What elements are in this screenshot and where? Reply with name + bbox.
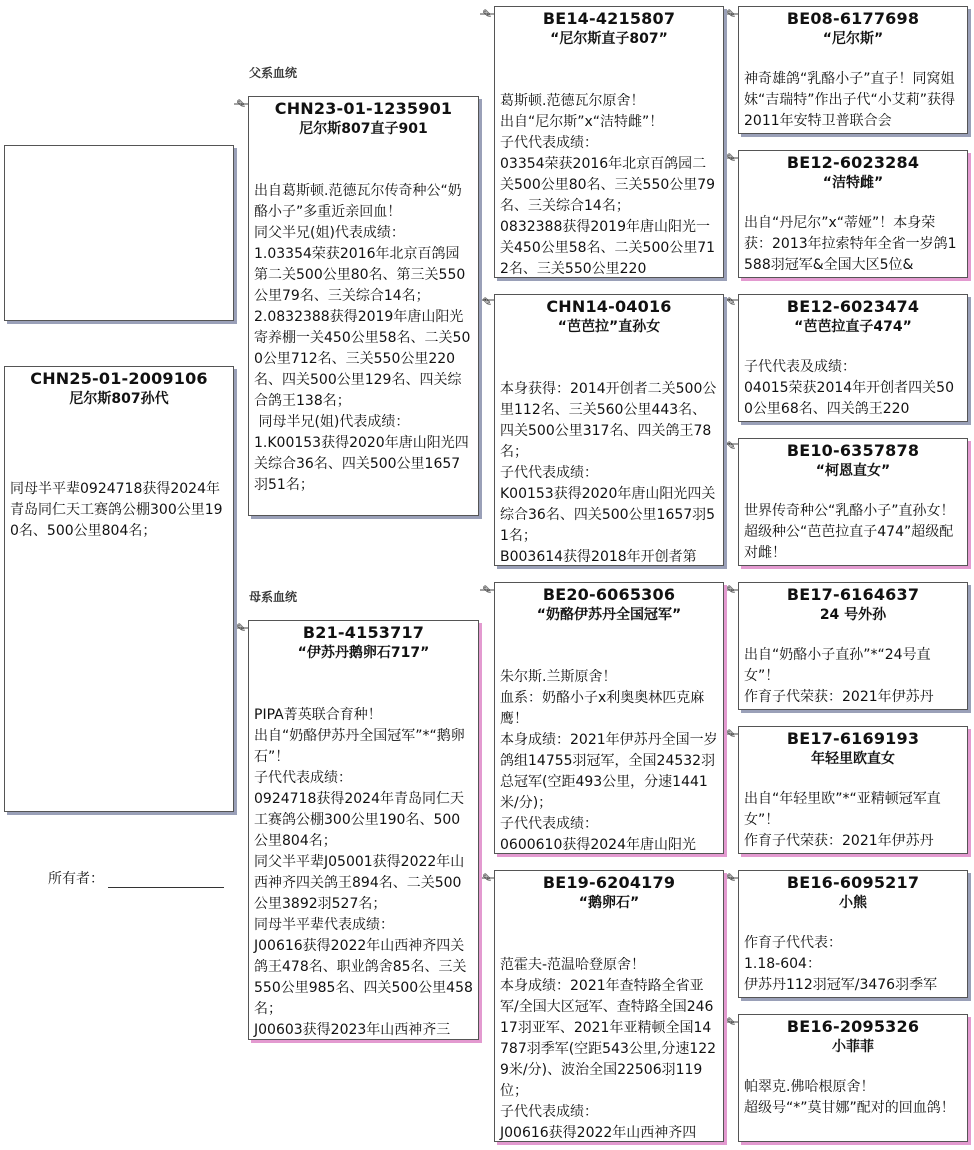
ddd-card[interactable] xyxy=(738,1014,968,1142)
sire-description: 出自葛斯顿.范德瓦尔传奇种公“奶酪小子”多重近亲回血！ 同父半兄(姐)代表成绩： 1.03354荣获2016年北京百鸽园第二关500公里80名、第三关550公里79名、三关综合14名； 2.0832388获得2019年唐山阳光寄养棚一关450公里58名、二关500公里712名、三关550公里220名、四关500公里129名、四关综合鸽王138名； 同母半兄(姐)代表成绩： 1.K00153获得2020年唐山阳光四关综合36名、四关500公里1657羽51名； xyxy=(254,183,471,493)
sss-name: “尼尔斯” xyxy=(822,31,884,47)
pin-icon[interactable]: ✎ xyxy=(725,151,737,165)
dam-sire-description: 朱尔斯.兰斯原舍！ 血系：奶酪小子x利奥奥林匹克麻鹰！ 本身成绩：2021年伊苏丹全国一岁鸽组14755羽冠军，全国24532羽总冠军(空距493公里，分速1441米/分)； 子代代表成绩： 0600610获得2024年唐山阳光 xyxy=(500,669,718,853)
dds-card[interactable] xyxy=(738,870,968,998)
dam-dam-card[interactable] xyxy=(494,870,724,1142)
dds-ring-number: BE16-6095217 xyxy=(786,873,920,892)
sss-ring-number: BE08-6177698 xyxy=(786,9,920,28)
sire-sire-ring-number: BE14-4215807 xyxy=(542,9,676,28)
dds-name: 小熊 xyxy=(839,895,867,911)
sdd-name: “柯恩直女” xyxy=(815,463,891,479)
subject-description: 同母半平辈0924718获得2024年青岛同仁天工赛鸽公棚300公里190名、500公里804名； xyxy=(10,481,223,539)
sds-ring-number: BE12-6023474 xyxy=(786,297,920,316)
pin-icon[interactable]: ✎ xyxy=(725,727,737,741)
dam-sire-name: “奶酪伊苏丹全国冠军” xyxy=(536,607,682,623)
dss-card[interactable] xyxy=(738,582,968,710)
photo-placeholder[interactable] xyxy=(4,145,234,321)
ssd-name: “洁特雌” xyxy=(822,175,884,191)
owner-field[interactable] xyxy=(48,868,224,888)
dds-description: 作育子代代表： 1.18-604： 伊苏丹112羽冠军/3476羽季军 xyxy=(744,935,938,993)
sds-card[interactable] xyxy=(738,294,968,422)
pin-icon[interactable]: ✎ xyxy=(235,621,247,635)
pin-icon[interactable]: ✎ xyxy=(235,97,247,111)
sire-sire-description: 葛斯顿.范德瓦尔原舍！ 出自“尼尔斯”x“洁特雌”！ 子代代表成绩： 03354荣获2016年北京百鸽园二关500公里80名、三关550公里79名、三关综合14名； 0832388获得2019年唐山阳光一关450公里58名、二关500公里712名、三关550公里220 xyxy=(500,93,716,277)
ddd-ring-number: BE16-2095326 xyxy=(786,1017,920,1036)
dam-card[interactable] xyxy=(248,620,479,1040)
ssd-ring-number: BE12-6023284 xyxy=(786,153,920,172)
subject-ring-number: CHN25-01-2009106 xyxy=(30,369,208,388)
pin-icon[interactable]: ✎ xyxy=(725,871,737,885)
dam-dam-description: 范霍夫-范温哈登原舍！ 本身成绩：2021年查特路全省亚军/全国大区冠军、查特路全国24617羽亚军、2021年亚精顿全国14787羽季军(空距543公里,分速1229米/分)、波治全国22506羽119位； 子代代表成绩： J00616获得2022年山西神齐四 xyxy=(500,957,717,1141)
dsd-ring-number: BE17-6169193 xyxy=(786,729,920,748)
sire-sire-card[interactable] xyxy=(494,6,724,278)
dam-ring-number: B21-4153717 xyxy=(302,623,425,642)
dam-dam-ring-number: BE19-6204179 xyxy=(542,873,676,892)
sire-sire-name: “尼尔斯直子807” xyxy=(550,31,668,47)
sire-ring-number: CHN23-01-1235901 xyxy=(274,99,453,118)
sire-dam-card[interactable] xyxy=(494,294,724,566)
sire-name: 尼尔斯807直子901 xyxy=(299,121,428,137)
dsd-description: 出自“年轻里欧”*“亚精顿冠军直女”！ 作育子代荣获：2021年伊苏丹 xyxy=(744,791,941,849)
dsd-name: 年轻里欧直女 xyxy=(811,751,895,767)
sire-section-label: 父系血统 xyxy=(249,66,298,80)
pin-icon[interactable]: ✎ xyxy=(481,871,493,885)
pin-icon[interactable]: ✎ xyxy=(481,583,493,597)
owner-input-line[interactable] xyxy=(108,873,224,888)
sds-description: 子代代表及成绩： 04015荣获2014年开创者四关500公里68名、四关鸽王220 xyxy=(744,359,954,417)
sire-dam-ring-number: CHN14-04016 xyxy=(546,297,672,316)
pin-icon[interactable]: ✎ xyxy=(725,295,737,309)
dam-sire-card[interactable] xyxy=(494,582,724,854)
sire-card[interactable] xyxy=(248,96,479,516)
dss-description: 出自“奶酪小子直孙”*“24号直女”！ 作育子代荣获：2021年伊苏丹 xyxy=(744,647,934,705)
pin-icon[interactable]: ✎ xyxy=(725,1015,737,1029)
pin-icon[interactable]: ✎ xyxy=(481,7,493,21)
pin-icon[interactable]: ✎ xyxy=(481,295,493,309)
sire-dam-description: 本身获得：2014开创者二关500公里112名、三关560公里443名、四关500公里317名、四关鸽王78名； 子代代表成绩： K00153获得2020年唐山阳光四关综合36名、四关500公里1657羽51名； B003614获得2018年开创者第 xyxy=(500,381,717,565)
subject-pigeon-name: 尼尔斯807孙代 xyxy=(69,391,169,407)
ddd-name: 小菲菲 xyxy=(832,1039,874,1055)
dss-ring-number: BE17-6164637 xyxy=(786,585,920,604)
dam-dam-name: “鹅卵石” xyxy=(578,895,640,911)
sire-dam-name: “芭芭拉”直孙女 xyxy=(557,319,661,335)
ssd-card[interactable] xyxy=(738,150,968,278)
sdd-ring-number: BE10-6357878 xyxy=(786,441,920,460)
pin-icon[interactable]: ✎ xyxy=(725,7,737,21)
dsd-card[interactable] xyxy=(738,726,968,854)
sds-name: “芭芭拉直子474” xyxy=(794,319,912,335)
dam-section-label: 母系血统 xyxy=(249,590,298,604)
dam-sire-ring-number: BE20-6065306 xyxy=(542,585,676,604)
dam-description: PIPA菁英联合育种！ 出自“奶酪伊苏丹全国冠军”*“鹅卵石”！ 子代代表成绩： 0924718获得2024年青岛同仁天工赛鸽公棚300公里190名、500公里804名； 同父半平辈J05001获得2022年山西神齐四关鸽王894名、二关500公里3892羽527名； 同母半平辈代表成绩： J00616获得2022年山西神齐四关鸽王478名、职业鸽舍85名、三关550公里985名、四关500公里458名； J00603获得2023年山西神齐三 xyxy=(254,707,473,1038)
sss-card[interactable] xyxy=(738,6,968,134)
sdd-card[interactable] xyxy=(738,438,968,566)
sss-description: 神奇雄鸽“乳酪小子”直子！同窝姐妹“吉瑞特”作出子代“小艾莉”获得2011年安特卫普联合会 xyxy=(744,71,956,129)
dam-name: “伊苏丹鹅卵石717” xyxy=(297,645,430,661)
sdd-description: 世界传奇种公“乳酪小子”直孙女！超级种公“芭芭拉直子474”超级配对雌！ xyxy=(744,503,955,561)
ssd-description: 出自“丹尼尔”x“蒂娅”！本身荣获：2013年拉索特年全省一岁鸽1588羽冠军&全国大区5位& xyxy=(744,215,957,273)
pin-icon[interactable]: ✎ xyxy=(725,439,737,453)
dss-name: 24 号外孙 xyxy=(819,607,887,623)
subject-pigeon-card[interactable] xyxy=(4,366,234,812)
pin-icon[interactable]: ✎ xyxy=(725,583,737,597)
ddd-description: 帕翠克.佛哈根原舍！ 超级号“*”莫甘娜”配对的回血鸽！ xyxy=(744,1079,955,1116)
owner-label: 所有者： xyxy=(48,871,104,887)
